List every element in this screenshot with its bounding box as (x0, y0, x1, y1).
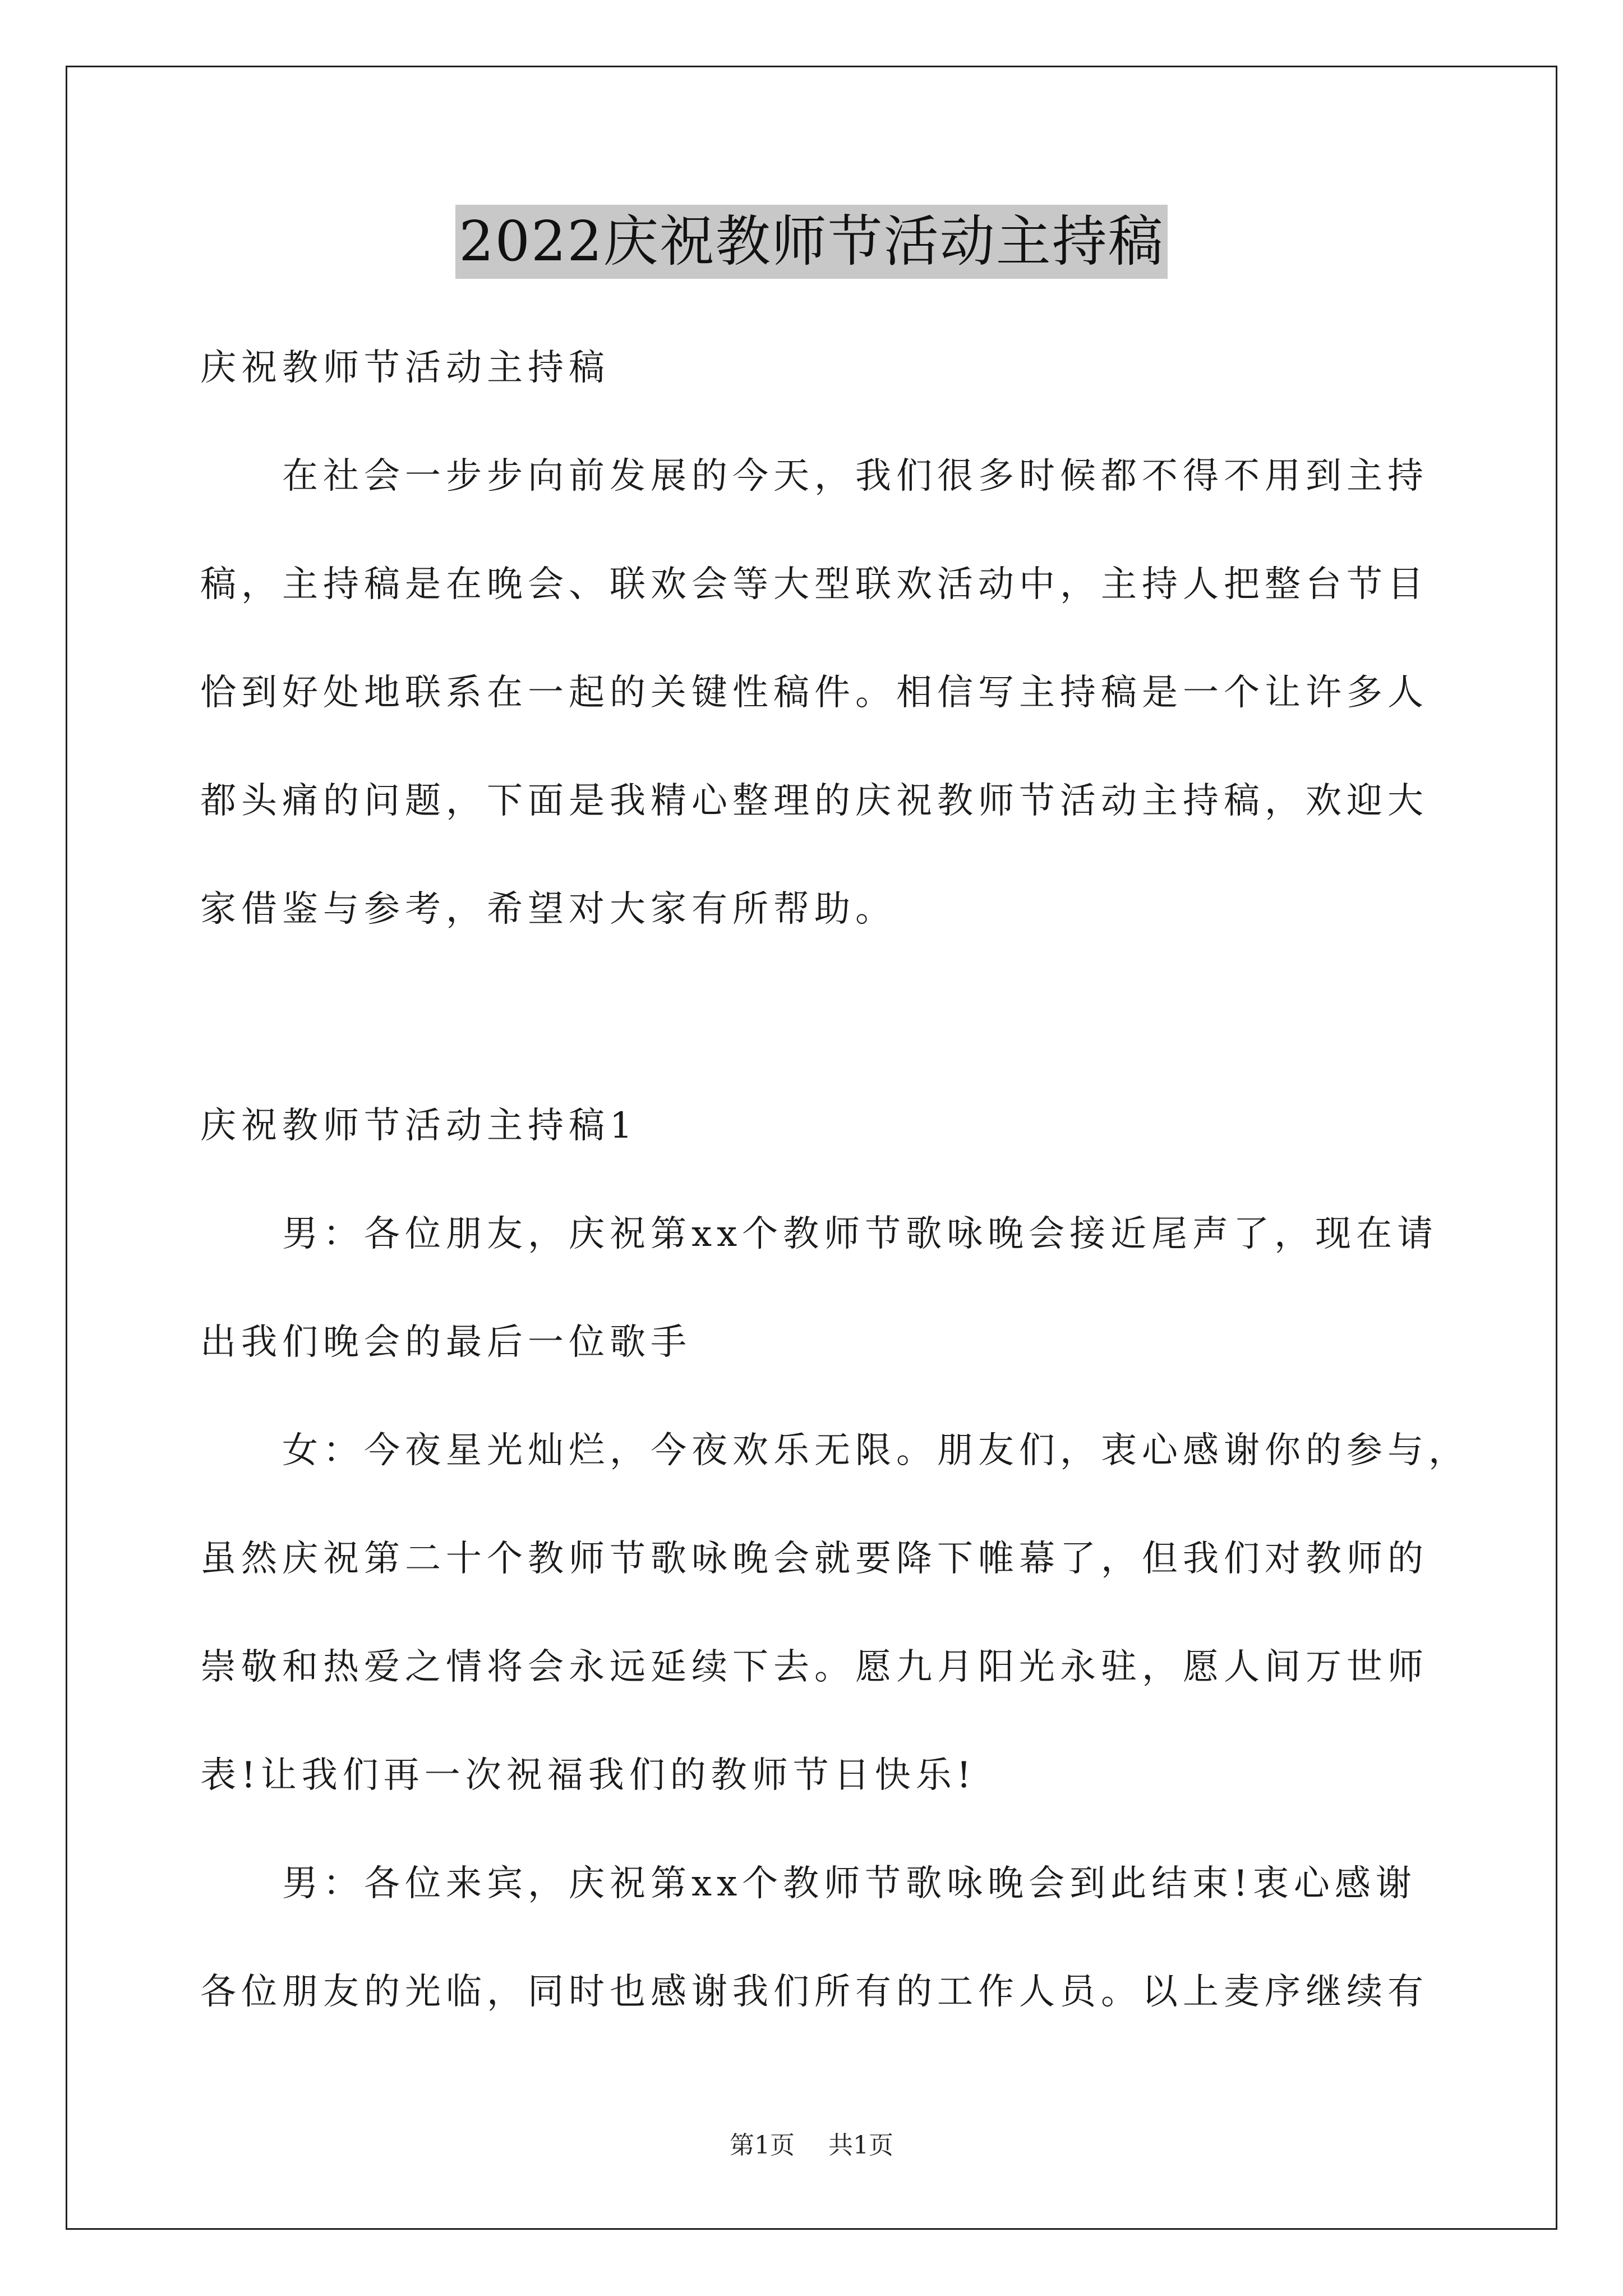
page-total: 共1页 (828, 2131, 893, 2160)
paragraph-line: 在社会一步步向前发展的今天，我们很多时候都不得不用到主持 (200, 455, 1428, 497)
paragraph-line: 都头痛的问题，下面是我精心整理的庆祝教师节活动主持稿，欢迎大 (200, 780, 1428, 822)
paragraph-line: 虽然庆祝第二十个教师节歌咏晚会就要降下帷幕了，但我们对教师的 (200, 1538, 1428, 1580)
paragraph-line: 女：今夜星光灿烂，今夜欢乐无限。朋友们，衷心感谢你的参与， (200, 1430, 1469, 1471)
document-body (200, 314, 1469, 2046)
paragraph-line: 崇敬和热爱之情将会永远延续下去。愿九月阳光永驻，愿人间万世师 (200, 1646, 1428, 1688)
subtitle-heading: 庆祝教师节活动主持稿 (200, 347, 610, 389)
paragraph-line: 男：各位朋友，庆祝第xx个教师节歌咏晚会接近尾声了，现在请 (200, 1213, 1438, 1255)
paragraph-line: 表!让我们再一次祝福我们的教师节日快乐! (200, 1755, 976, 1796)
page-footer (0, 2129, 1623, 2162)
document-title: 2022庆祝教师节活动主持稿 (455, 205, 1167, 279)
paragraph-line: 出我们晚会的最后一位歌手 (200, 1322, 691, 1363)
section-heading: 庆祝教师节活动主持稿1 (200, 1105, 638, 1147)
title-container (0, 205, 1623, 279)
paragraph-line: 恰到好处地联系在一起的关键性稿件。相信写主持稿是一个让许多人 (200, 672, 1428, 714)
page-number: 第1页 (730, 2131, 795, 2160)
paragraph-line: 男：各位来宾，庆祝第xx个教师节歌咏晚会到此结束!衷心感谢 (200, 1863, 1417, 1904)
paragraph-line: 家借鉴与参考，希望对大家有所帮助。 (200, 889, 896, 930)
paragraph-line: 稿，主持稿是在晚会、联欢会等大型联欢活动中，主持人把整台节目 (200, 564, 1428, 605)
paragraph-line: 各位朋友的光临，同时也感谢我们所有的工作人员。以上麦序继续有 (200, 1971, 1428, 2013)
paragraph-spacer (200, 964, 1428, 1072)
